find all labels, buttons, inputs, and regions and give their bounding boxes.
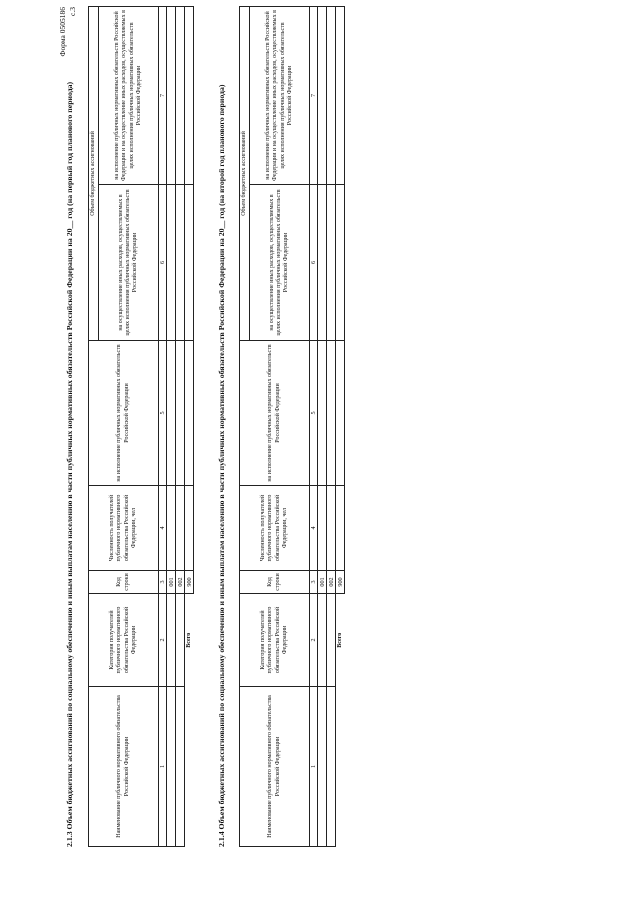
header-other-expenses: на осуществление иных расходов, осуществляемых в целях исполнения публичных нормативных обязательств Российской Федерации: [250, 185, 310, 341]
header-recipient-category: Категория получателей публичного нормативного обязательства Российской Федерации: [89, 594, 159, 687]
cell-execution-and-other[interactable]: [327, 6, 336, 184]
col-number-1: 1: [159, 687, 167, 847]
total-row: [336, 6, 345, 846]
header-execution: на исполнение публичных нормативных обязательств Российской Федерации: [89, 341, 159, 486]
header-budget-allocations: Объем бюджетных ассигнований: [89, 6, 99, 340]
header-row-code: Код строки: [240, 571, 310, 594]
cell-total-other-expenses[interactable]: [185, 185, 194, 341]
cell-total-other-expenses[interactable]: [336, 185, 345, 341]
header-budget-allocations: Объем бюджетных ассигнований: [240, 6, 250, 340]
col-number-4: 4: [159, 486, 167, 571]
table-row: [318, 6, 327, 846]
cell-recipient-category[interactable]: [318, 594, 327, 687]
col-number-6: 6: [159, 185, 167, 341]
cell-execution-and-other[interactable]: [167, 6, 176, 184]
total-label: Всего: [185, 632, 192, 648]
col-number-3: 3: [159, 571, 167, 594]
col-number-6: 6: [310, 185, 318, 341]
cell-total-execution-and-other[interactable]: [336, 6, 345, 184]
cell-recipient-category[interactable]: [167, 594, 176, 687]
cell-row-code: 002: [176, 571, 185, 594]
header-recipient-category: Категория получателей публичного нормативного обязательства Российской Федерации: [240, 594, 310, 687]
table-2-1-4: [239, 6, 345, 847]
col-number-7: 7: [159, 6, 167, 184]
col-number-2: 2: [310, 594, 318, 687]
cell-other-expenses[interactable]: [318, 185, 327, 341]
cell-execution[interactable]: [167, 341, 176, 486]
table-2-1-3: [88, 6, 194, 847]
form-code: Форма 0505186 с.3: [58, 7, 77, 57]
cell-other-expenses[interactable]: [327, 185, 336, 341]
cell-obligation-name[interactable]: [176, 687, 185, 847]
cell-row-code: 001: [167, 571, 176, 594]
header-execution: на исполнение публичных нормативных обязательств Российской Федерации: [240, 341, 310, 486]
cell-execution[interactable]: [327, 341, 336, 486]
cell-row-code: 002: [327, 571, 336, 594]
cell-recipient-count[interactable]: [167, 486, 176, 571]
total-row: [185, 6, 194, 846]
total-row-code: 900: [185, 571, 194, 594]
col-number-2: 2: [159, 594, 167, 687]
header-execution-and-other: на исполнение публичных нормативных обязательств Российской Федерации и на осуществление иных расходов, осуществляемых в целях исполнения публичных нормативных обязательств Российской Федерации: [250, 6, 310, 184]
cell-other-expenses[interactable]: [176, 185, 185, 341]
cell-recipient-category[interactable]: [176, 594, 185, 687]
cell-obligation-name[interactable]: [327, 687, 336, 847]
cell-execution-and-other[interactable]: [318, 6, 327, 184]
cell-other-expenses[interactable]: [167, 185, 176, 341]
cell-execution[interactable]: [176, 341, 185, 486]
header-obligation-name: Наименование публичного нормативного обязательства Российской Федерации: [89, 687, 159, 847]
header-recipient-count: Численность получателей публичного нормативного обязательства Российской Федерации, чел: [240, 486, 310, 571]
total-label: Всего: [336, 632, 343, 648]
col-number-3: 3: [310, 571, 318, 594]
col-number-4: 4: [310, 486, 318, 571]
col-number-5: 5: [310, 341, 318, 486]
table-row: [327, 6, 336, 846]
cell-recipient-count[interactable]: [318, 486, 327, 571]
header-row-code: Код строки: [89, 571, 159, 594]
col-number-5: 5: [159, 341, 167, 486]
cell-row-code: 001: [318, 571, 327, 594]
cell-recipient-count[interactable]: [327, 486, 336, 571]
cell-total-execution-and-other[interactable]: [185, 6, 194, 184]
header-other-expenses: на осуществление иных расходов, осуществляемых в целях исполнения публичных нормативных обязательств Российской Федерации: [99, 185, 159, 341]
section-title-2-1-4: 2.1.4 Объем бюджетных ассигнований по социальному обеспечению и иным выплатам населению в части публичных нормативных обязательств Российской Федерации на 20__ год (на второй год планового периода): [217, 84, 226, 847]
header-obligation-name: Наименование публичного нормативного обязательства Российской Федерации: [240, 687, 310, 847]
cell-execution-and-other[interactable]: [176, 6, 185, 184]
cell-total-execution[interactable]: [185, 341, 194, 486]
cell-total-recipient-count[interactable]: [336, 486, 345, 571]
cell-recipient-count[interactable]: [176, 486, 185, 571]
table-row: [176, 6, 185, 846]
cell-obligation-name[interactable]: [167, 687, 176, 847]
cell-execution[interactable]: [318, 341, 327, 486]
header-execution-and-other: на исполнение публичных нормативных обязательств Российской Федерации и на осуществление иных расходов, осуществляемых в целях исполнения публичных нормативных обязательств Российской Федерации: [99, 6, 159, 184]
cell-total-execution[interactable]: [336, 341, 345, 486]
cell-obligation-name[interactable]: [318, 687, 327, 847]
total-row-code: 900: [336, 571, 345, 594]
col-number-1: 1: [310, 687, 318, 847]
cell-total-recipient-count[interactable]: [185, 486, 194, 571]
table-row: [167, 6, 176, 846]
col-number-7: 7: [310, 6, 318, 184]
section-title-2-1-3: 2.1.3 Объем бюджетных ассигнований по социальному обеспечению и иным выплатам населению в части публичных нормативных обязательств Российской Федерации на 20__ год (на первый год планового периода): [65, 81, 74, 847]
header-recipient-count: Численность получателей публичного нормативного обязательства Российской Федерации, чел: [89, 486, 159, 571]
cell-recipient-category[interactable]: [327, 594, 336, 687]
